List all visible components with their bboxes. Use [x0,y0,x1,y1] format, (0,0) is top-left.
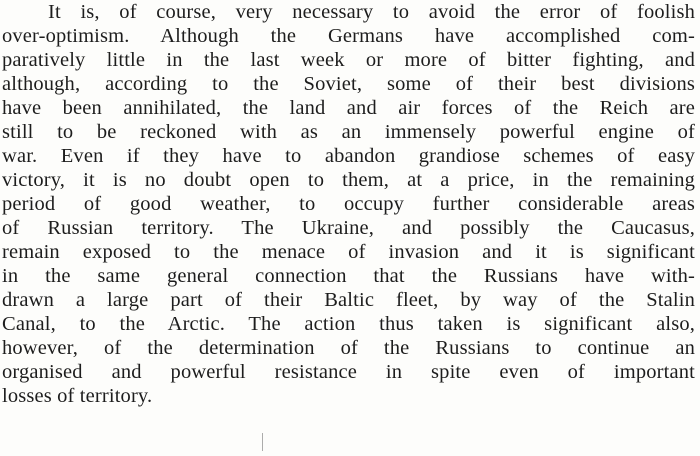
text-line: over-optimism. Although the Germans have accomplished com- [2,25,695,47]
text-line: Canal, to the Arctic. The action thus taken is significant also, [2,313,695,335]
text-line: drawn a large part of their Baltic fleet, by way of the Stalin [2,289,695,311]
text-line: victory, it is no doubt open to them, at a price, in the remaining [2,169,695,191]
text-line: period of good weather, to occupy further considerable areas [2,193,695,215]
article-paragraph [2,0,695,408]
text-line: however, of the determination of the Russians to continue an [2,337,695,359]
text-line: It is, of course, very necessary to avoid the error of foolish [48,1,695,23]
text-line: war. Even if they have to abandon grandiose schemes of easy [2,145,695,167]
text-line: still to be reckoned with as an immensely powerful engine of [2,121,695,143]
text-line: of Russian territory. The Ukraine, and possibly the Caucasus, [2,217,695,239]
text-line: remain exposed to the menace of invasion and it is significant [2,241,695,263]
text-line: losses of territory. [2,385,153,407]
text-line: have been annihilated, the land and air forces of the Reich are [2,97,695,119]
text-line: although, according to the Soviet, some of their best divisions [2,73,695,95]
scan-mark [262,433,263,451]
text-line: in the same general connection that the Russians have with- [2,265,695,287]
text-line: paratively little in the last week or more of bitter fighting, and [2,49,695,71]
text-line: organised and powerful resistance in spite even of important [2,361,695,383]
